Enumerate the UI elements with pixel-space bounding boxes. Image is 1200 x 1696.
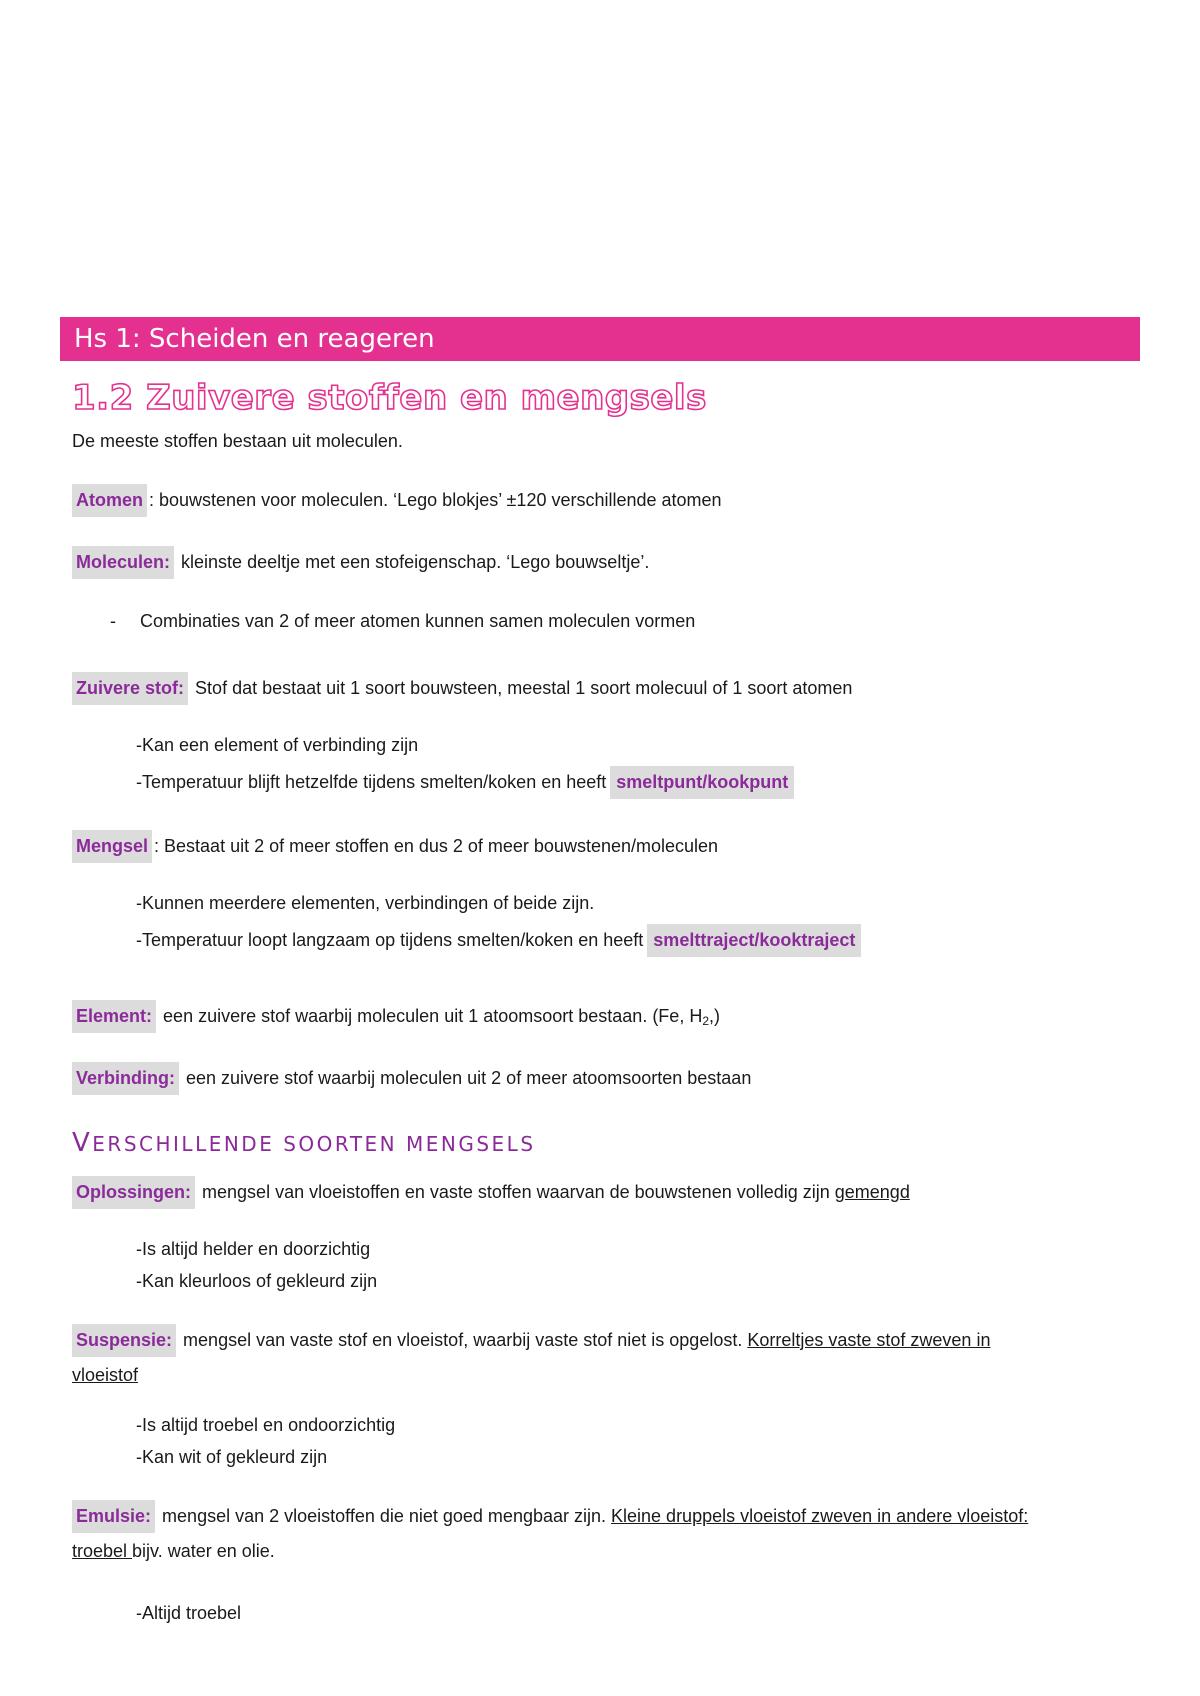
moleculen-bullet-text: Combinaties van 2 of meer atomen kunnen samen moleculen vormen <box>140 611 696 631</box>
bullet-dash: - <box>110 611 116 631</box>
def-mengsel <box>72 830 718 863</box>
highlight-smelttraject: smelttraject/kooktraject <box>647 924 861 957</box>
suspensie-item-2: -Kan wit of gekleurd zijn <box>136 1447 328 1467</box>
def-zuivere-stof-text: Stof dat bestaat uit 1 soort bouwsteen, meestal 1 soort molecuul of 1 soort atomen <box>195 678 853 698</box>
suspensie-line-2 <box>72 1362 138 1388</box>
emulsie-item-1: -Altijd troebel <box>136 1603 242 1623</box>
oplossingen-item-1: -Is altijd helder en doorzichtig <box>136 1239 371 1259</box>
suspensie-item-1: -Is altijd troebel en ondoorzichtig <box>136 1415 396 1435</box>
oplossingen-item-2: -Kan kleurloos of gekleurd zijn <box>136 1271 378 1291</box>
intro-text: De meeste stoffen bestaan uit moleculen. <box>72 431 403 451</box>
subheading <box>72 1128 536 1158</box>
section-heading: 1.2 Zuivere stoffen en mengsels <box>72 378 707 418</box>
def-zuivere-stof <box>72 672 852 705</box>
def-element <box>72 1000 720 1034</box>
term-atomen: Atomen <box>72 484 147 517</box>
def-element-end: ,) <box>709 1006 721 1026</box>
suspensie-underlined: Korreltjes vaste stof zweven in <box>747 1330 991 1350</box>
def-emulsie <box>72 1500 1028 1533</box>
def-atomen <box>72 484 722 517</box>
term-element: Element: <box>72 1000 156 1033</box>
zuivere-stof-item-2-text: -Temperatuur blijft hetzelfde tijdens smelten/koken en heeft <box>136 772 607 792</box>
emulsie-line-2-text: bijv. water en olie. <box>132 1541 275 1561</box>
def-oplossingen-text: mengsel van vloeistoffen en vaste stoffen waarvan de bouwstenen volledig zijn <box>202 1182 835 1202</box>
def-mengsel-text: : Bestaat uit 2 of meer stoffen en dus 2 of meer bouwstenen/moleculen <box>154 836 719 856</box>
def-verbinding <box>72 1062 751 1095</box>
term-oplossingen: Oplossingen: <box>72 1176 195 1209</box>
term-emulsie: Emulsie: <box>72 1500 155 1533</box>
zuivere-stof-item-2 <box>136 766 794 799</box>
def-oplossingen <box>72 1176 910 1209</box>
suspensie-underlined-2: vloeistof <box>72 1365 139 1385</box>
def-suspensie-text: mengsel van vaste stof en vloeistof, waarbij vaste stof niet is opgelost. <box>183 1330 748 1350</box>
term-mengsel: Mengsel <box>72 830 152 863</box>
def-verbinding-text: een zuivere stof waarbij moleculen uit 2 of meer atoomsoorten bestaan <box>186 1068 752 1088</box>
mengsel-item-1: -Kunnen meerdere elementen, verbindingen of beide zijn. <box>136 893 595 913</box>
mengsel-item-2 <box>136 924 861 957</box>
subscript: 2 <box>702 1014 710 1028</box>
def-moleculen-text: kleinste deeltje met een stofeigenschap. ‘Lego bouwseltje’. <box>181 552 650 572</box>
emulsie-underlined-2: troebel <box>72 1541 133 1561</box>
emulsie-underlined: Kleine druppels vloeistof zweven in andere vloeistof: <box>611 1506 1029 1526</box>
def-element-text: een zuivere stof waarbij moleculen uit 1 atoomsoort bestaan. (Fe, H <box>163 1006 703 1026</box>
term-suspensie: Suspensie: <box>72 1324 176 1357</box>
def-suspensie <box>72 1324 990 1357</box>
oplossingen-underlined: gemengd <box>834 1182 910 1202</box>
mengsel-item-2-text: -Temperatuur loopt langzaam op tijdens smelten/koken en heeft <box>136 930 644 950</box>
def-atomen-text: : bouwstenen voor moleculen. ‘Lego blokjes’ ±120 verschillende atomen <box>149 490 722 510</box>
zuivere-stof-item-1: -Kan een element of verbinding zijn <box>136 735 419 755</box>
term-zuivere-stof: Zuivere stof: <box>72 672 188 705</box>
def-emulsie-text: mengsel van 2 vloeistoffen die niet goed mengbaar zijn. <box>162 1506 612 1526</box>
def-moleculen <box>72 546 649 579</box>
subheading-first: V <box>72 1128 93 1158</box>
subheading-rest: ERSCHILLENDE SOORTEN MENGSELS <box>92 1132 536 1156</box>
term-moleculen: Moleculen: <box>72 546 174 579</box>
chapter-banner: Hs 1: Scheiden en reageren <box>60 317 1140 361</box>
highlight-smeltpunt: smeltpunt/kookpunt <box>610 766 794 799</box>
term-verbinding: Verbinding: <box>72 1062 179 1095</box>
moleculen-bullet <box>110 608 695 634</box>
emulsie-line-2 <box>72 1538 275 1564</box>
